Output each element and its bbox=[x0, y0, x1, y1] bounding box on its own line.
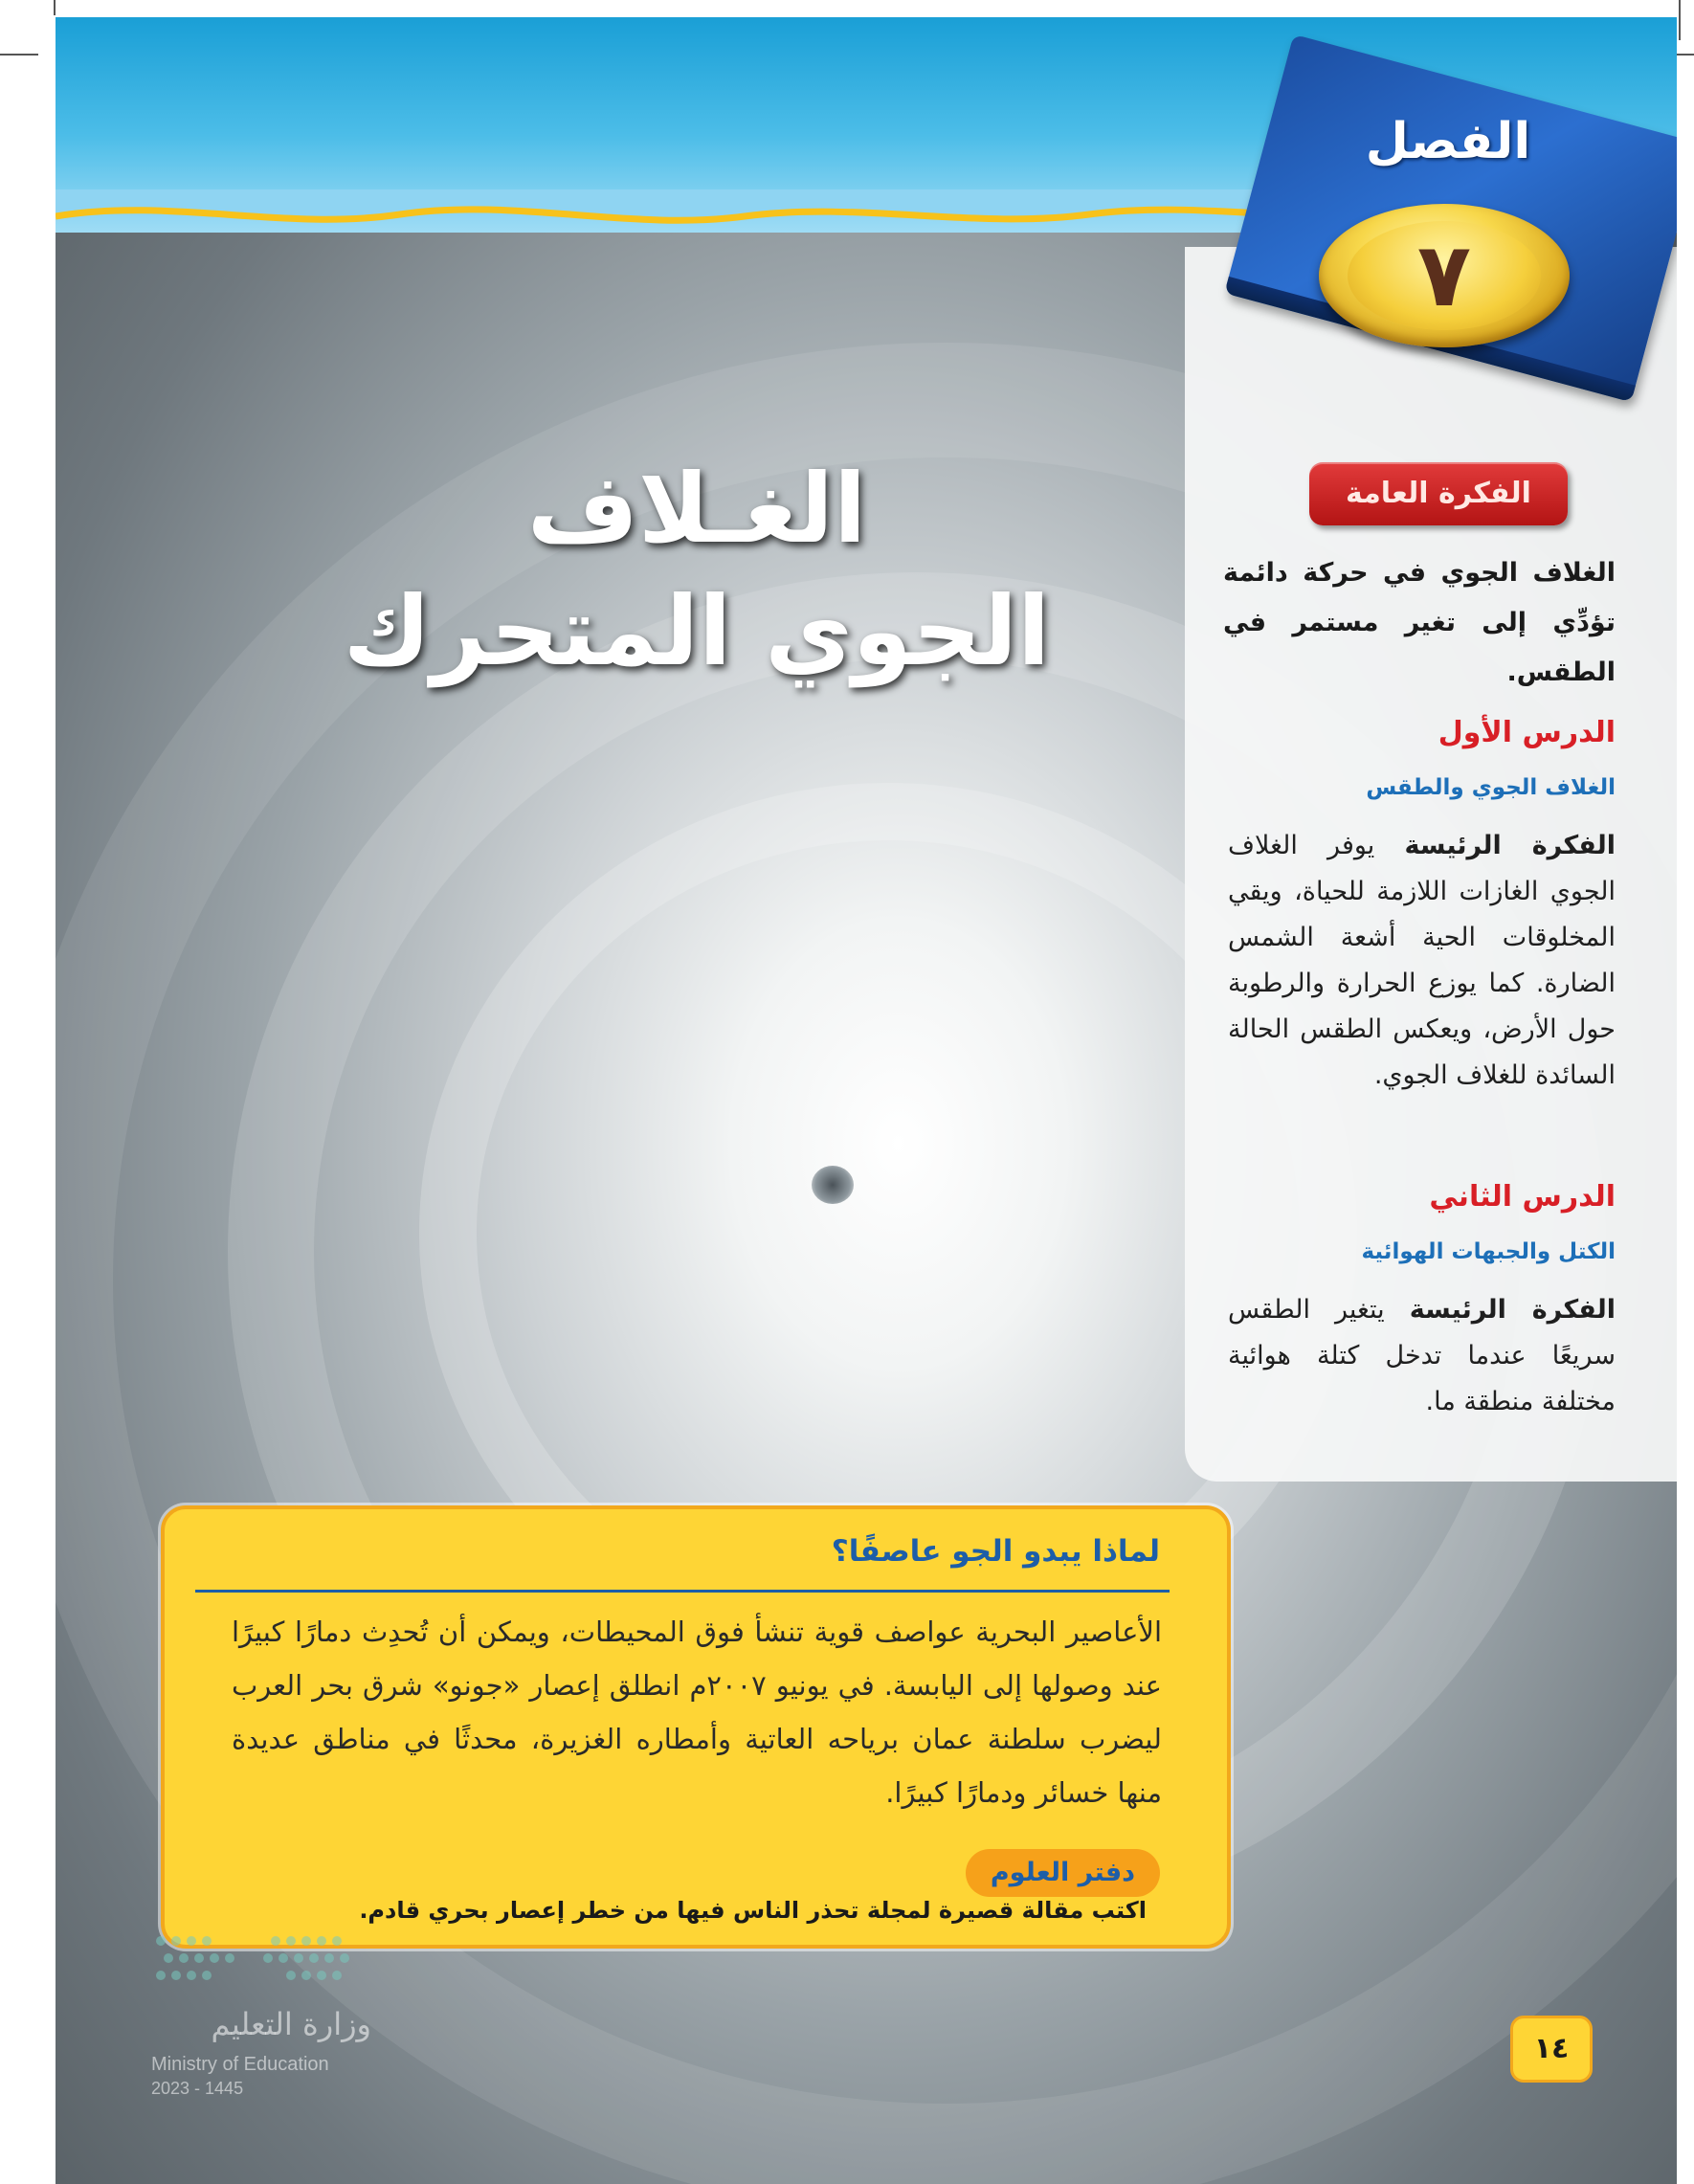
page-number: ١٤ bbox=[1510, 2016, 1593, 2083]
main-idea-text: يتغير الطقس سريعًا عندما تدخل كتلة هوائية مختلفة منطقة ما. bbox=[1228, 1295, 1616, 1416]
big-idea-text: الغلاف الجوي في حركة دائمة تؤدِّي إلى تغير مستمر في الطقس. bbox=[1223, 558, 1616, 687]
lesson-1-label: الدرس الأول bbox=[1438, 716, 1616, 749]
crop-mark bbox=[0, 54, 38, 56]
question-body: الأعاصير البحرية عواصف قوية تنشأ فوق المحيطات، ويمكن أن تُحدِث دمارًا كبيرًا عند وصولها إلى اليابسة. في يونيو ٢٠٠٧م انطلق إعصار «جونو» شرق بحر العرب ليضرب سلطنة عمان برياحه العاتية وأمطاره الغزيرة، محدثًا في مناطق عديدة منها خسائر ودمارًا كبيرًا. bbox=[232, 1616, 1162, 1809]
chapter-label: الفصل bbox=[1365, 113, 1531, 170]
chapter-number: ٧ bbox=[1348, 221, 1541, 330]
question-box bbox=[161, 1505, 1231, 1949]
main-idea-label: الفكرة الرئيسة bbox=[1404, 831, 1616, 860]
big-idea-badge: الفكرة العامة bbox=[1309, 462, 1568, 525]
lesson-1-title: الغلاف الجوي والطقس bbox=[1366, 775, 1616, 800]
textbook-page bbox=[56, 17, 1677, 2184]
chapter-title-line1: الغـلاف bbox=[526, 453, 867, 565]
crop-mark bbox=[1679, 0, 1681, 40]
lesson-2-label: الدرس الثاني bbox=[1429, 1180, 1616, 1214]
main-idea-text: يوفر الغلاف الجوي الغازات اللازمة للحياة، ويقي المخلوقات الحية أشعة الشمس الضارة. كما يوزع الحرارة والرطوبة حول الأرض، ويعكس الطقس الحالة السائدة للغلاف الجوي. bbox=[1228, 831, 1616, 1090]
ministry-year: 2023 - 1445 bbox=[151, 2079, 244, 2098]
lesson-2-title: الكتل والجبهات الهوائية bbox=[1361, 1239, 1616, 1264]
ministry-name-en: Ministry of Education bbox=[151, 2054, 329, 2075]
ministry-logo-icon bbox=[151, 1931, 362, 1987]
question-title: لماذا يبدو الجو عاصفًا؟ bbox=[831, 1534, 1160, 1569]
science-journal-prompt: اكتب مقالة قصيرة لمجلة تحذر الناس فيها من خطر إعصار بحري قادم. bbox=[359, 1897, 1147, 1924]
ministry-name-ar: وزارة التعليم bbox=[211, 2006, 371, 2042]
science-journal-label: دفتر العلوم bbox=[966, 1849, 1160, 1897]
main-idea-label: الفكرة الرئيسة bbox=[1409, 1295, 1616, 1325]
question-divider bbox=[195, 1590, 1170, 1593]
chapter-medal bbox=[1319, 204, 1570, 347]
chapter-title bbox=[295, 448, 1099, 693]
hurricane-eye bbox=[812, 1166, 854, 1204]
chapter-title-line2: الجوي المتحرك bbox=[343, 575, 1051, 687]
crop-mark bbox=[54, 0, 56, 15]
science-journal bbox=[260, 1849, 1160, 1924]
lesson-2-main-idea bbox=[1228, 1287, 1616, 1425]
lesson-1-main-idea bbox=[1228, 823, 1616, 1099]
ministry-watermark bbox=[151, 1931, 371, 2113]
